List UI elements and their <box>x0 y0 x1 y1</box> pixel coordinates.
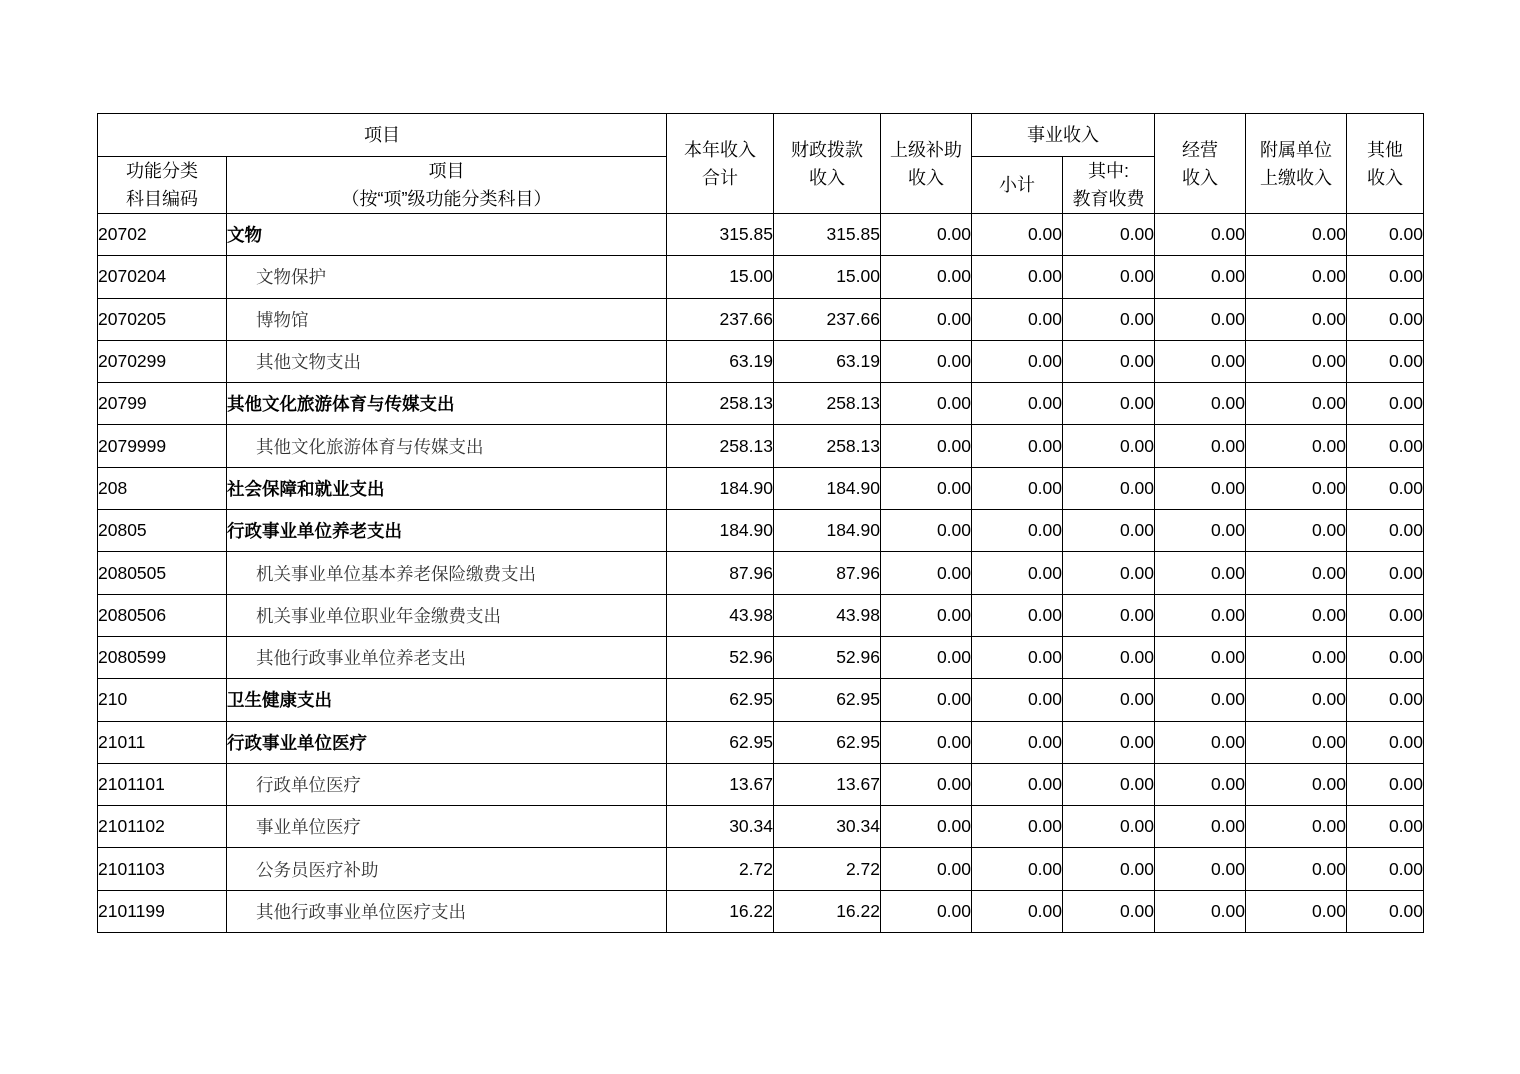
header-operating-income <box>1155 114 1246 214</box>
table-row <box>98 552 1424 594</box>
cell-item-name: 行政事业单位养老支出 <box>227 510 667 552</box>
header-edu-line2: 教育收费 <box>1072 189 1145 209</box>
cell-operating-income: 0.00 <box>1155 763 1246 805</box>
cell-operating-income: 0.00 <box>1155 890 1246 932</box>
cell-business-subtotal: 0.00 <box>972 721 1063 763</box>
cell-fiscal-appropriation: 184.90 <box>774 510 881 552</box>
cell-item-name: 事业单位医疗 <box>227 806 667 848</box>
header-item-group: 项目 <box>98 114 667 157</box>
cell-category-code: 2101101 <box>98 763 227 805</box>
cell-operating-income: 0.00 <box>1155 679 1246 721</box>
cell-category-code: 20799 <box>98 383 227 425</box>
cell-operating-income: 0.00 <box>1155 806 1246 848</box>
header-business-income: 事业收入 <box>972 114 1155 157</box>
cell-total-income: 13.67 <box>667 763 774 805</box>
cell-business-subtotal: 0.00 <box>972 256 1063 298</box>
header-edu-line1: 其中: <box>1087 161 1129 181</box>
cell-other-income: 0.00 <box>1347 890 1424 932</box>
header-code-line2: 科目编码 <box>126 189 198 209</box>
cell-category-code: 2070205 <box>98 298 227 340</box>
cell-total-income: 15.00 <box>667 256 774 298</box>
cell-superior-subsidy: 0.00 <box>881 383 972 425</box>
table-row <box>98 425 1424 467</box>
cell-other-income: 0.00 <box>1347 806 1424 848</box>
cell-education-fees: 0.00 <box>1063 510 1155 552</box>
cell-education-fees: 0.00 <box>1063 340 1155 382</box>
cell-education-fees: 0.00 <box>1063 763 1155 805</box>
cell-education-fees: 0.00 <box>1063 552 1155 594</box>
cell-business-subtotal: 0.00 <box>972 383 1063 425</box>
cell-business-subtotal: 0.00 <box>972 340 1063 382</box>
cell-affiliated-income: 0.00 <box>1246 510 1347 552</box>
cell-operating-income: 0.00 <box>1155 552 1246 594</box>
cell-education-fees: 0.00 <box>1063 636 1155 678</box>
header-total-line2: 合计 <box>702 167 738 188</box>
cell-total-income: 87.96 <box>667 552 774 594</box>
cell-total-income: 184.90 <box>667 510 774 552</box>
cell-affiliated-income: 0.00 <box>1246 552 1347 594</box>
header-fiscal-line2: 收入 <box>809 167 845 188</box>
table-row <box>98 510 1424 552</box>
cell-affiliated-income: 0.00 <box>1246 848 1347 890</box>
header-total-income <box>667 114 774 214</box>
cell-category-code: 2080505 <box>98 552 227 594</box>
cell-total-income: 2.72 <box>667 848 774 890</box>
cell-other-income: 0.00 <box>1347 510 1424 552</box>
cell-total-income: 237.66 <box>667 298 774 340</box>
cell-item-name: 其他文化旅游体育与传媒支出 <box>227 383 667 425</box>
cell-business-subtotal: 0.00 <box>972 848 1063 890</box>
cell-operating-income: 0.00 <box>1155 383 1246 425</box>
cell-affiliated-income: 0.00 <box>1246 256 1347 298</box>
table-header <box>98 114 1424 214</box>
table-row <box>98 467 1424 509</box>
cell-item-name: 博物馆 <box>227 298 667 340</box>
header-other-line2: 收入 <box>1367 167 1403 188</box>
table-row <box>98 848 1424 890</box>
cell-superior-subsidy: 0.00 <box>881 848 972 890</box>
table-row <box>98 890 1424 932</box>
cell-item-name: 其他文化旅游体育与传媒支出 <box>227 425 667 467</box>
table-row <box>98 594 1424 636</box>
cell-other-income: 0.00 <box>1347 848 1424 890</box>
cell-business-subtotal: 0.00 <box>972 890 1063 932</box>
header-superior-subsidy <box>881 114 972 214</box>
table-row <box>98 298 1424 340</box>
cell-other-income: 0.00 <box>1347 679 1424 721</box>
cell-business-subtotal: 0.00 <box>972 594 1063 636</box>
cell-total-income: 258.13 <box>667 425 774 467</box>
cell-affiliated-income: 0.00 <box>1246 467 1347 509</box>
cell-total-income: 16.22 <box>667 890 774 932</box>
cell-superior-subsidy: 0.00 <box>881 721 972 763</box>
cell-category-code: 21011 <box>98 721 227 763</box>
header-affiliated-line2: 上缴收入 <box>1260 167 1332 188</box>
cell-education-fees: 0.00 <box>1063 383 1155 425</box>
cell-category-code: 2079999 <box>98 425 227 467</box>
header-operating-line1: 经营 <box>1182 139 1218 160</box>
cell-superior-subsidy: 0.00 <box>881 636 972 678</box>
cell-item-name: 行政事业单位医疗 <box>227 721 667 763</box>
cell-operating-income: 0.00 <box>1155 594 1246 636</box>
cell-fiscal-appropriation: 2.72 <box>774 848 881 890</box>
cell-fiscal-appropriation: 87.96 <box>774 552 881 594</box>
cell-superior-subsidy: 0.00 <box>881 890 972 932</box>
cell-category-code: 20702 <box>98 214 227 256</box>
cell-operating-income: 0.00 <box>1155 214 1246 256</box>
cell-education-fees: 0.00 <box>1063 848 1155 890</box>
table-row <box>98 721 1424 763</box>
cell-operating-income: 0.00 <box>1155 848 1246 890</box>
cell-other-income: 0.00 <box>1347 256 1424 298</box>
cell-superior-subsidy: 0.00 <box>881 425 972 467</box>
cell-category-code: 2070204 <box>98 256 227 298</box>
cell-operating-income: 0.00 <box>1155 510 1246 552</box>
cell-item-name: 卫生健康支出 <box>227 679 667 721</box>
cell-fiscal-appropriation: 237.66 <box>774 298 881 340</box>
cell-business-subtotal: 0.00 <box>972 763 1063 805</box>
cell-education-fees: 0.00 <box>1063 214 1155 256</box>
cell-other-income: 0.00 <box>1347 763 1424 805</box>
cell-business-subtotal: 0.00 <box>972 552 1063 594</box>
header-code-line1: 功能分类 <box>126 161 198 181</box>
cell-operating-income: 0.00 <box>1155 425 1246 467</box>
cell-total-income: 315.85 <box>667 214 774 256</box>
cell-education-fees: 0.00 <box>1063 425 1155 467</box>
cell-operating-income: 0.00 <box>1155 340 1246 382</box>
cell-affiliated-income: 0.00 <box>1246 679 1347 721</box>
header-operating-line2: 收入 <box>1182 167 1218 188</box>
cell-other-income: 0.00 <box>1347 636 1424 678</box>
cell-category-code: 20805 <box>98 510 227 552</box>
table-row <box>98 214 1424 256</box>
cell-total-income: 52.96 <box>667 636 774 678</box>
cell-fiscal-appropriation: 258.13 <box>774 383 881 425</box>
header-other-income <box>1347 114 1424 214</box>
cell-education-fees: 0.00 <box>1063 806 1155 848</box>
cell-business-subtotal: 0.00 <box>972 679 1063 721</box>
cell-affiliated-income: 0.00 <box>1246 721 1347 763</box>
table-row <box>98 340 1424 382</box>
header-category-code <box>98 157 227 214</box>
cell-fiscal-appropriation: 184.90 <box>774 467 881 509</box>
cell-fiscal-appropriation: 13.67 <box>774 763 881 805</box>
header-subsidy-line2: 收入 <box>908 167 944 188</box>
cell-total-income: 62.95 <box>667 679 774 721</box>
cell-category-code: 2070299 <box>98 340 227 382</box>
header-fiscal-appropriation <box>774 114 881 214</box>
cell-affiliated-income: 0.00 <box>1246 214 1347 256</box>
cell-other-income: 0.00 <box>1347 594 1424 636</box>
cell-other-income: 0.00 <box>1347 467 1424 509</box>
cell-superior-subsidy: 0.00 <box>881 467 972 509</box>
cell-total-income: 62.95 <box>667 721 774 763</box>
cell-fiscal-appropriation: 63.19 <box>774 340 881 382</box>
cell-operating-income: 0.00 <box>1155 256 1246 298</box>
header-education-fees <box>1063 157 1155 214</box>
cell-fiscal-appropriation: 52.96 <box>774 636 881 678</box>
cell-item-name: 其他文物支出 <box>227 340 667 382</box>
cell-affiliated-income: 0.00 <box>1246 636 1347 678</box>
cell-total-income: 63.19 <box>667 340 774 382</box>
cell-superior-subsidy: 0.00 <box>881 214 972 256</box>
cell-total-income: 43.98 <box>667 594 774 636</box>
header-subtotal: 小计 <box>972 157 1063 214</box>
cell-total-income: 184.90 <box>667 467 774 509</box>
cell-affiliated-income: 0.00 <box>1246 383 1347 425</box>
cell-other-income: 0.00 <box>1347 214 1424 256</box>
cell-total-income: 30.34 <box>667 806 774 848</box>
cell-education-fees: 0.00 <box>1063 298 1155 340</box>
cell-total-income: 258.13 <box>667 383 774 425</box>
table-row <box>98 636 1424 678</box>
header-affiliated-line1: 附属单位 <box>1260 139 1332 160</box>
cell-superior-subsidy: 0.00 <box>881 806 972 848</box>
cell-category-code: 2101199 <box>98 890 227 932</box>
header-item-name <box>227 157 667 214</box>
cell-business-subtotal: 0.00 <box>972 636 1063 678</box>
cell-category-code: 208 <box>98 467 227 509</box>
cell-fiscal-appropriation: 62.95 <box>774 721 881 763</box>
cell-superior-subsidy: 0.00 <box>881 763 972 805</box>
header-total-line1: 本年收入 <box>684 139 756 160</box>
header-name-line1: 项目 <box>428 161 465 181</box>
cell-other-income: 0.00 <box>1347 721 1424 763</box>
cell-operating-income: 0.00 <box>1155 721 1246 763</box>
cell-fiscal-appropriation: 62.95 <box>774 679 881 721</box>
cell-other-income: 0.00 <box>1347 298 1424 340</box>
cell-other-income: 0.00 <box>1347 425 1424 467</box>
header-affiliated-income <box>1246 114 1347 214</box>
cell-item-name: 机关事业单位职业年金缴费支出 <box>227 594 667 636</box>
table-row <box>98 256 1424 298</box>
cell-item-name: 机关事业单位基本养老保险缴费支出 <box>227 552 667 594</box>
cell-affiliated-income: 0.00 <box>1246 425 1347 467</box>
cell-category-code: 2101102 <box>98 806 227 848</box>
cell-category-code: 2080506 <box>98 594 227 636</box>
cell-affiliated-income: 0.00 <box>1246 763 1347 805</box>
cell-fiscal-appropriation: 315.85 <box>774 214 881 256</box>
cell-fiscal-appropriation: 43.98 <box>774 594 881 636</box>
cell-other-income: 0.00 <box>1347 383 1424 425</box>
cell-superior-subsidy: 0.00 <box>881 552 972 594</box>
cell-affiliated-income: 0.00 <box>1246 298 1347 340</box>
header-fiscal-line1: 财政拨款 <box>791 139 863 160</box>
cell-business-subtotal: 0.00 <box>972 806 1063 848</box>
cell-education-fees: 0.00 <box>1063 256 1155 298</box>
cell-education-fees: 0.00 <box>1063 721 1155 763</box>
cell-business-subtotal: 0.00 <box>972 425 1063 467</box>
header-name-line2: （按“项”级功能分类科目） <box>341 189 552 209</box>
cell-fiscal-appropriation: 30.34 <box>774 806 881 848</box>
cell-item-name: 社会保障和就业支出 <box>227 467 667 509</box>
table-body <box>98 214 1424 933</box>
cell-education-fees: 0.00 <box>1063 467 1155 509</box>
cell-other-income: 0.00 <box>1347 340 1424 382</box>
header-subsidy-line1: 上级补助 <box>890 139 962 160</box>
cell-superior-subsidy: 0.00 <box>881 679 972 721</box>
cell-business-subtotal: 0.00 <box>972 510 1063 552</box>
cell-business-subtotal: 0.00 <box>972 214 1063 256</box>
cell-superior-subsidy: 0.00 <box>881 298 972 340</box>
cell-item-name: 行政单位医疗 <box>227 763 667 805</box>
cell-fiscal-appropriation: 15.00 <box>774 256 881 298</box>
cell-superior-subsidy: 0.00 <box>881 256 972 298</box>
cell-category-code: 210 <box>98 679 227 721</box>
cell-affiliated-income: 0.00 <box>1246 594 1347 636</box>
cell-affiliated-income: 0.00 <box>1246 890 1347 932</box>
table-row <box>98 383 1424 425</box>
budget-income-table <box>97 113 1424 933</box>
cell-fiscal-appropriation: 258.13 <box>774 425 881 467</box>
cell-fiscal-appropriation: 16.22 <box>774 890 881 932</box>
cell-item-name: 其他行政事业单位养老支出 <box>227 636 667 678</box>
cell-affiliated-income: 0.00 <box>1246 806 1347 848</box>
cell-item-name: 文物保护 <box>227 256 667 298</box>
cell-education-fees: 0.00 <box>1063 890 1155 932</box>
cell-item-name: 文物 <box>227 214 667 256</box>
header-other-line1: 其他 <box>1367 139 1403 160</box>
cell-item-name: 公务员医疗补助 <box>227 848 667 890</box>
cell-category-code: 2101103 <box>98 848 227 890</box>
cell-affiliated-income: 0.00 <box>1246 340 1347 382</box>
cell-business-subtotal: 0.00 <box>972 298 1063 340</box>
cell-superior-subsidy: 0.00 <box>881 594 972 636</box>
cell-operating-income: 0.00 <box>1155 636 1246 678</box>
table-row <box>98 763 1424 805</box>
table-row <box>98 806 1424 848</box>
cell-superior-subsidy: 0.00 <box>881 340 972 382</box>
cell-business-subtotal: 0.00 <box>972 467 1063 509</box>
cell-education-fees: 0.00 <box>1063 679 1155 721</box>
cell-operating-income: 0.00 <box>1155 467 1246 509</box>
cell-superior-subsidy: 0.00 <box>881 510 972 552</box>
cell-education-fees: 0.00 <box>1063 594 1155 636</box>
cell-category-code: 2080599 <box>98 636 227 678</box>
cell-operating-income: 0.00 <box>1155 298 1246 340</box>
cell-item-name: 其他行政事业单位医疗支出 <box>227 890 667 932</box>
cell-other-income: 0.00 <box>1347 552 1424 594</box>
table-row <box>98 679 1424 721</box>
